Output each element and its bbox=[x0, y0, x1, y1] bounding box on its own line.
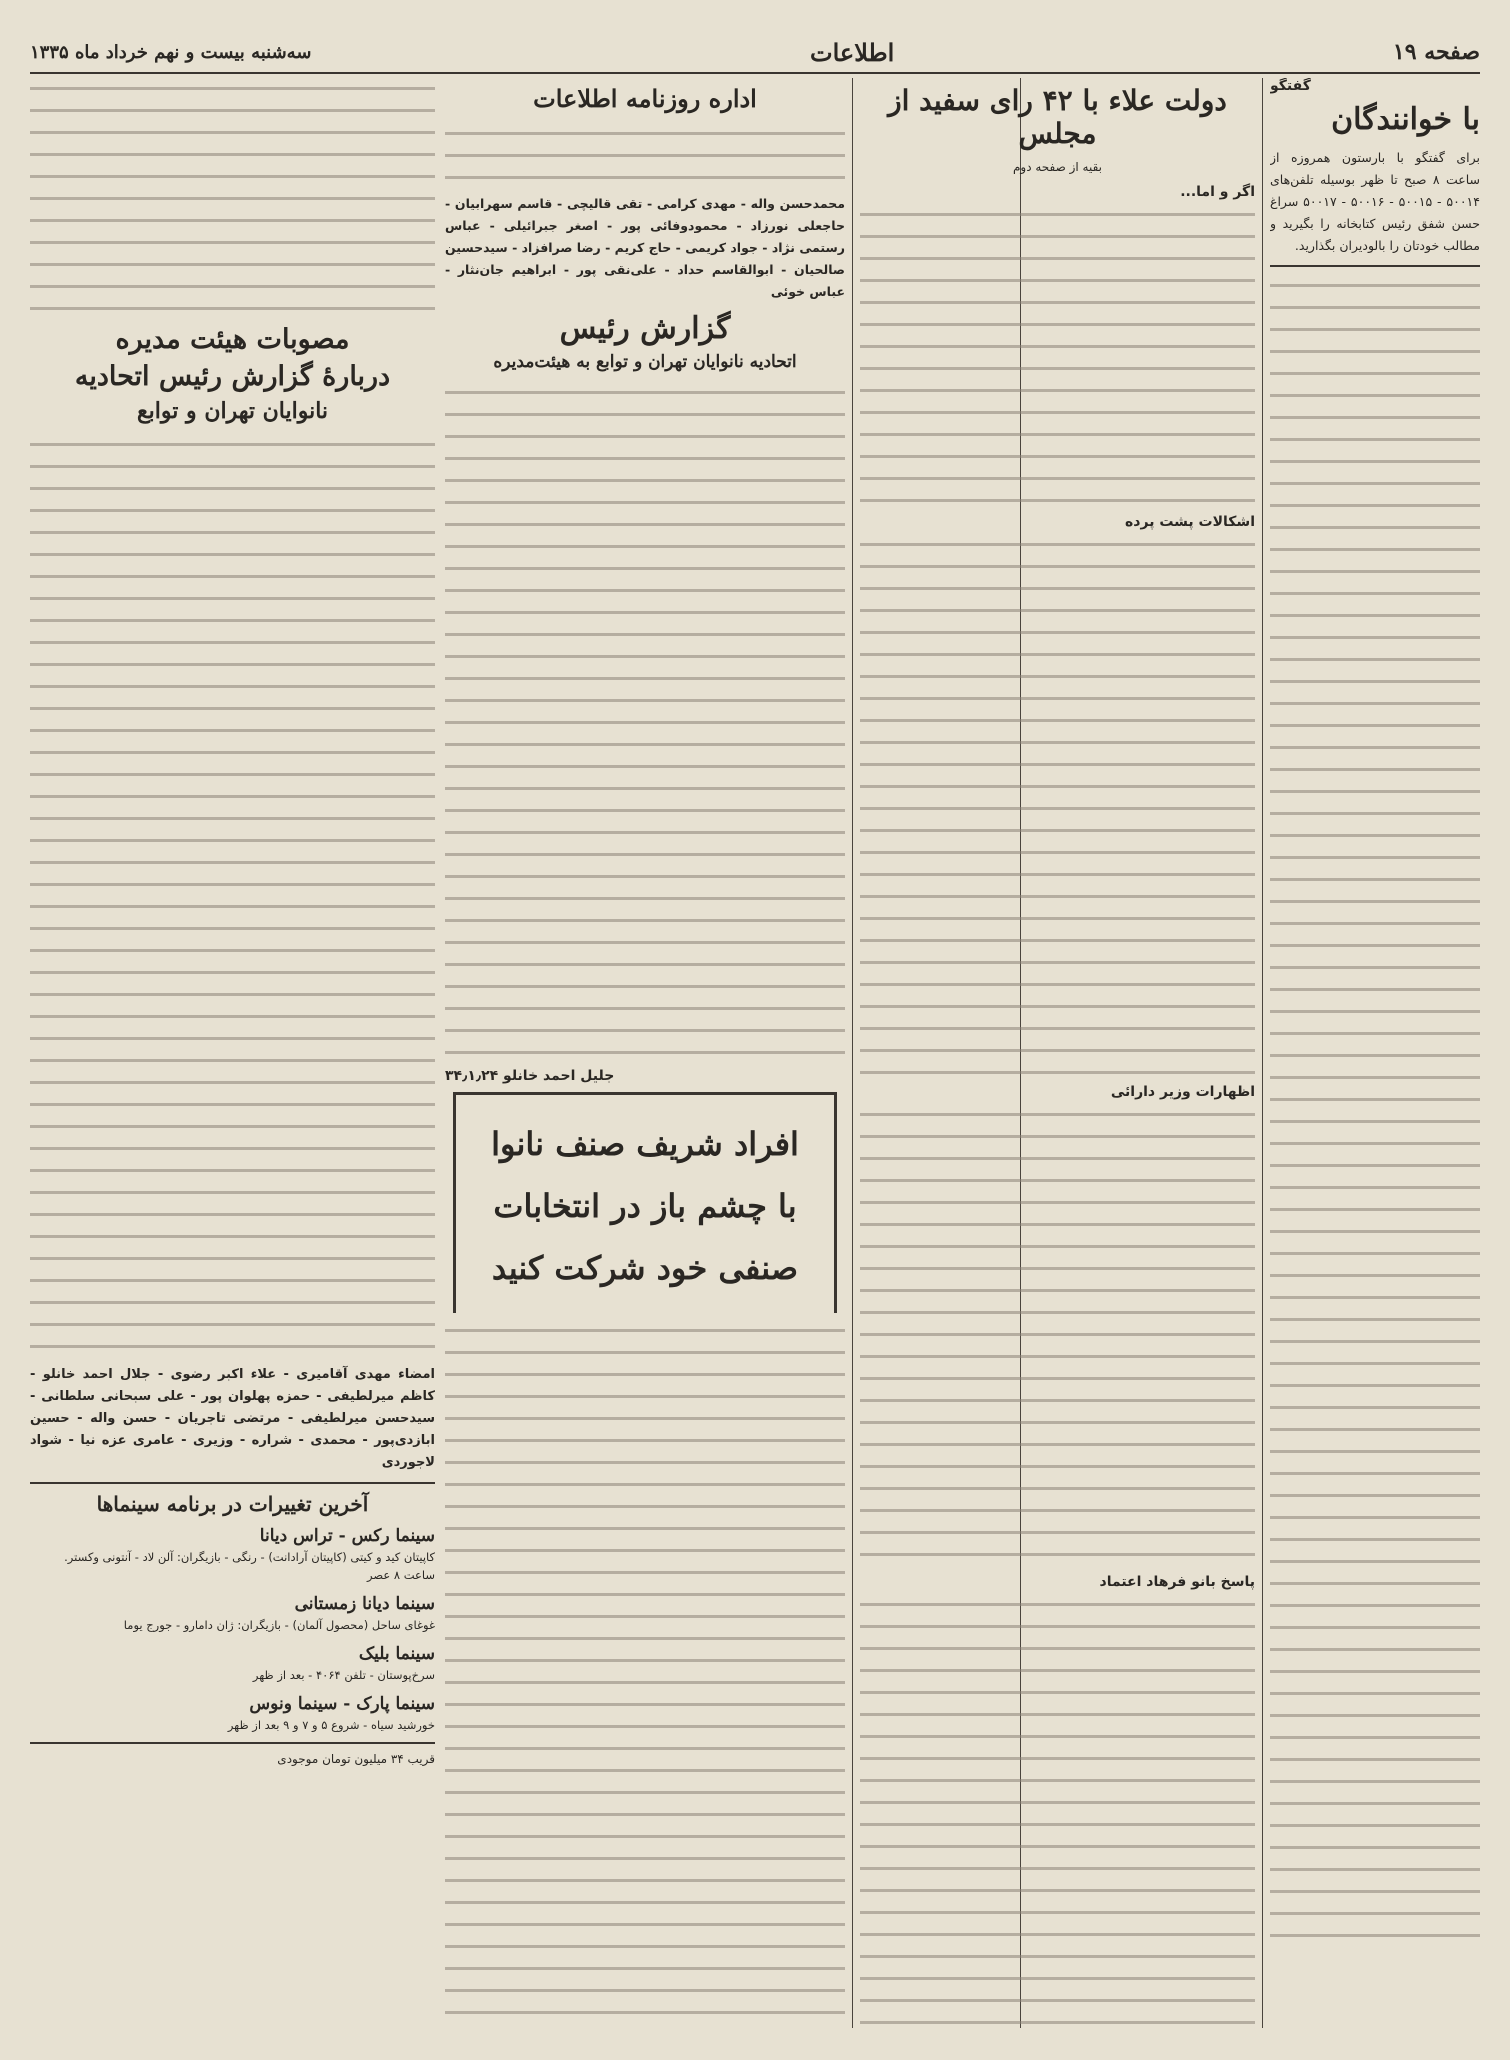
report-subtitle: اتحادیه نانوایان تهران و توابع به هیئت‌مدیره bbox=[493, 352, 797, 372]
column-bakers-report bbox=[445, 78, 845, 1313]
readers-intro: برای گفتگو با بارستون همروزه از ساعت ۸ صبح تا ظهر بوسیله تلفن‌های ۵۰۰۱۴ - ۵۰۰۱۵ - ۵۰۰۱۶ - ۵۰۰۱۷ سراغ حسن شفق رئیس کتابخانه را بگیرید و مطالب خودتان را بالودیران بگذارید. bbox=[1270, 150, 1480, 253]
column-government bbox=[860, 78, 1255, 2033]
article-body bbox=[860, 534, 1255, 1074]
resolutions-title-3: نانوایان تهران و توابع bbox=[136, 398, 329, 424]
readers-kicker: گفتگو bbox=[1270, 78, 1311, 94]
readers-body bbox=[1270, 275, 1480, 1955]
cinema-item bbox=[30, 1644, 435, 1684]
article-body bbox=[860, 1104, 1255, 1564]
ad-line: با چشم باز در انتخابات bbox=[493, 1187, 797, 1225]
election-ad bbox=[453, 1092, 837, 1313]
resolutions-title-2: دربارهٔ گزارش رئیس اتحادیه bbox=[74, 361, 391, 392]
names-list: محمدحسن واله - مهدی کرامی - تقی قالیچی - قاسم سهرابیان - حاجعلی نورزاد - محمودوفائی پور - اصغر جبرائیلی - عباس رستمی نژاد - جواد کریمی - حاج کریم - رضا صرافزاد - سیدحسین صالحیان - ابوالقاسم حداد - علی‌نقی پور - ابراهیم جان‌نثار - عباس خوئی bbox=[445, 196, 845, 299]
government-headline: دولت علاء با ۴۲ رای سفید از مجلس bbox=[888, 84, 1227, 150]
divider bbox=[30, 1482, 435, 1484]
masthead bbox=[30, 32, 1480, 74]
cinema-header: آخرین تغییرات در برنامه سینماها bbox=[96, 1492, 369, 1516]
column-rule bbox=[852, 78, 853, 2028]
finance-body bbox=[445, 1320, 845, 2020]
signatures: امضاء مهدی آقامیری - علاء اکبر رضوی - جلال احمد خانلو - کاظم میرلطیفی - حمزه پهلوان پور - علی سبحانی سلطانی - سیدحسن میرلطیفی - مرتضی تاجریان - حسن واله - حسین ابازدی‌پور - محمدی - شراره - وزیری - عامری عزه نیا - شواد لاجوردی bbox=[30, 1367, 435, 1470]
cinema-detail: کاپیتان کید و کیتی (کاپیتان آرادانت) - رنگی - بازیگران: آلن لاد - آنتونی وکستر. ساعت ۸ عصر bbox=[64, 1550, 435, 1582]
issue-date: سه‌شنبه بیست و نهم خرداد ماه ۱۳۳۵ bbox=[30, 41, 312, 63]
paper-name: اطلاعات bbox=[809, 37, 895, 67]
column-finance bbox=[445, 1320, 845, 2035]
cinema-name: سینما دیانا زمستانی bbox=[294, 1594, 435, 1614]
column-resolutions bbox=[30, 78, 435, 2033]
report-body bbox=[445, 382, 845, 1062]
continued-note: بقیه از صفحه دوم bbox=[1012, 160, 1103, 174]
resolutions-body bbox=[30, 434, 435, 1364]
column-rule bbox=[1262, 78, 1263, 2028]
divider bbox=[30, 1742, 435, 1744]
cinema-name: سینما رکس - تراس دیانا bbox=[259, 1526, 435, 1546]
ad-line: صنفی خود شرکت کنید bbox=[491, 1249, 799, 1287]
footer-note: قریب ۳۴ میلیون تومان موجودی bbox=[277, 1752, 435, 1766]
office-title: اداره روزنامه اطلاعات bbox=[533, 84, 757, 113]
column-readers bbox=[1270, 78, 1480, 2033]
section-heading: اشکالات پشت پرده bbox=[1125, 514, 1255, 530]
page-number: صفحه ۱۹ bbox=[1392, 39, 1480, 65]
cinema-item bbox=[30, 1526, 435, 1584]
article-body bbox=[860, 204, 1255, 504]
article-body bbox=[860, 1594, 1255, 2024]
cinema-detail: سرخ‌پوستان - تلفن ۴۰۶۴ - بعد از ظهر bbox=[252, 1668, 435, 1682]
cinema-list bbox=[30, 1526, 435, 1734]
cinema-detail: خورشید سیاه - شروع ۵ و ۷ و ۹ بعد از ظهر bbox=[227, 1718, 435, 1732]
resolutions-intro bbox=[30, 78, 435, 318]
readers-title: با خوانندگان bbox=[1331, 102, 1480, 137]
section-heading: اگر و اما... bbox=[1180, 184, 1255, 200]
section-heading: اظهارات وزیر دارائی bbox=[1110, 1084, 1255, 1100]
cinema-detail: غوغای ساحل (محصول آلمان) - بازیگران: ژان دامارو - جورج یوما bbox=[123, 1618, 435, 1632]
ad-credit: جلیل احمد خانلو ۳۴٫۱٫۲۴ bbox=[445, 1068, 615, 1084]
resolutions-title: مصوبات هیئت مدیره bbox=[115, 324, 350, 355]
cinema-name: سینما پارک - سینما ونوس bbox=[249, 1694, 435, 1714]
cinema-item bbox=[30, 1594, 435, 1634]
ad-line: افراد شریف صنف نانوا bbox=[491, 1125, 799, 1163]
section-heading: پاسخ بانو فرهاد اعتماد bbox=[1099, 1574, 1255, 1590]
office-text bbox=[445, 123, 845, 193]
cinema-name: سینما بلیک bbox=[358, 1644, 435, 1664]
divider bbox=[1270, 265, 1480, 267]
cinema-item bbox=[30, 1694, 435, 1734]
report-title: گزارش رئیس bbox=[559, 311, 731, 346]
